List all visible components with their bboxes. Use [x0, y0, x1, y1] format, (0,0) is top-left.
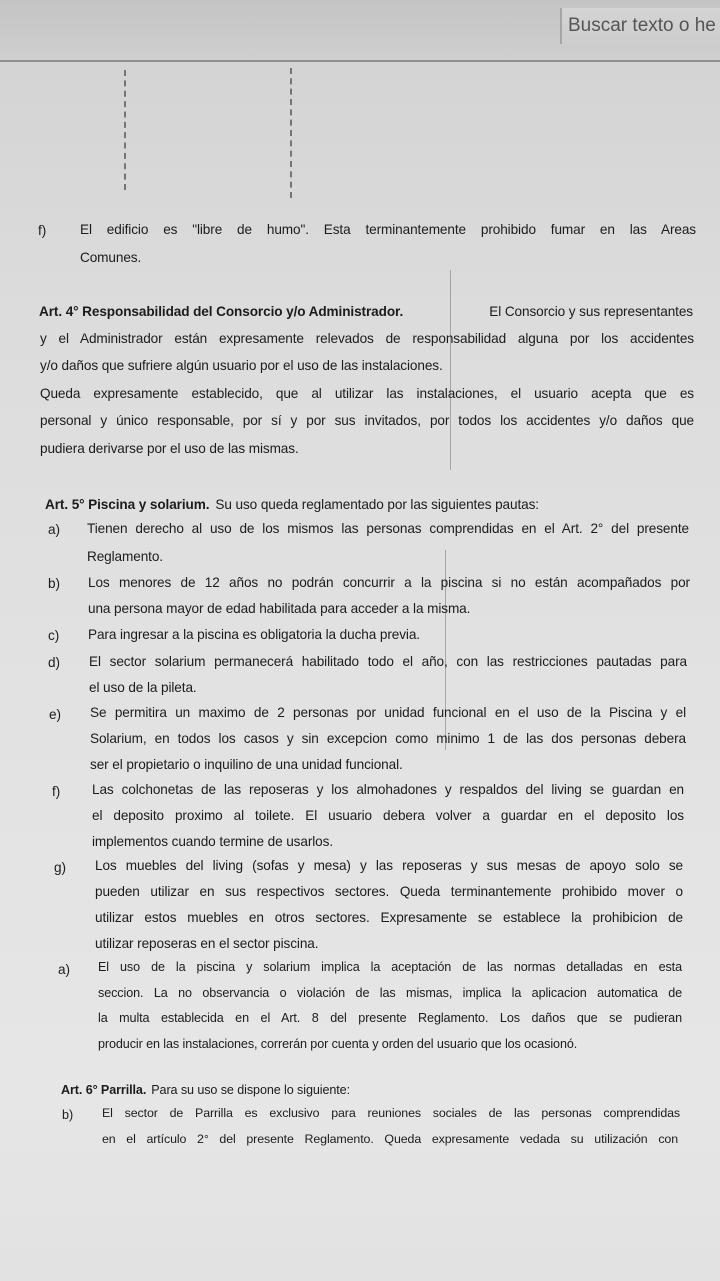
paragraph-line: El sector de Parrilla es exclusivo para reuniones sociales de las personas comprendidas: [102, 1106, 680, 1120]
paragraph-line: en el artículo 2° del presente Reglamento. Queda expresamente vedada su utilización con: [102, 1132, 678, 1146]
paragraph-line: Se permitira un maximo de 2 personas por unidad funcional en el uso de la Piscina y el: [90, 705, 686, 720]
paragraph-line: pudiera derivarse por el uso de las mismas.: [40, 441, 299, 456]
item-label: f): [52, 784, 61, 799]
paragraph-line: Solarium, en todos los casos y sin excepcion como minimo 1 de las dos personas debera: [90, 731, 686, 746]
paragraph-line: Los menores de 12 años no podrán concurrir a la piscina si no están acompañados por: [88, 575, 690, 590]
art6-heading-line: Art. 6° Parrilla. Para su uso se dispone lo siguiente:: [61, 1083, 350, 1097]
art4-heading: Art. 4° Responsabilidad del Consorcio y/o Administrador.: [39, 304, 404, 319]
art4-heading-line: Art. 4° Responsabilidad del Consorcio y/o Administrador. El Consorcio y sus representantes: [39, 304, 693, 319]
item-label: b): [48, 576, 61, 591]
paragraph-line: utilizar reposeras en el sector piscina.: [95, 936, 319, 951]
art5-heading-line: Art. 5° Piscina y solarium. Su uso queda reglamentado por las siguientes pautas:: [45, 497, 539, 512]
paragraph-line: El sector solarium permanecerá habilitado todo el año, con las restricciones pautadas para: [89, 654, 687, 669]
item-label: c): [48, 628, 60, 643]
item-label: a): [48, 522, 61, 537]
paragraph-line: Comunes.: [80, 250, 142, 265]
item-label: b): [62, 1108, 74, 1122]
paragraph-line: y el Administrador están expresamente relevados de responsabilidad alguna por los accidentes: [40, 331, 694, 346]
paragraph-line: El edificio es "libre de humo". Esta terminantemente prohibido fumar en las Areas: [80, 222, 696, 237]
paragraph-line: ser el propietario o inquilino de una unidad funcional.: [90, 757, 403, 772]
paragraph-line: el deposito proximo al toilete. El usuario debera volver a guardar en el deposito los: [92, 808, 684, 823]
item-label: f): [38, 223, 47, 238]
paragraph-line: una persona mayor de edad habilitada para acceder a la misma.: [88, 601, 471, 616]
paragraph-line: pueden utilizar en sus respectivos sectores. Queda terminantemente prohibido mover o: [95, 884, 683, 899]
paragraph-line: utilizar estos muebles en otros sectores. Expresamente se establece la prohibicion de: [95, 910, 683, 925]
item-label: d): [48, 655, 61, 670]
paragraph-line: Para ingresar a la piscina es obligatoria la ducha previa.: [88, 627, 420, 642]
paragraph-line: Reglamento.: [87, 549, 163, 564]
paragraph-line: producir en las instalaciones, correrán por cuenta y orden del usuario que los ocasionó.: [98, 1037, 578, 1051]
paragraph-line: Las colchonetas de las reposeras y los almohadones y respaldos del living se guardan en: [92, 782, 684, 797]
art6-heading: Art. 6° Parrilla.: [61, 1083, 147, 1097]
paragraph-line: personal y único responsable, por sí y por sus invitados, por todos los accidentes y/o daños que: [40, 413, 694, 428]
paragraph-line: y/o daños que sufriere algún usuario por el uso de las instalaciones.: [40, 358, 443, 373]
paragraph-line: la multa establecida en el Art. 8 del presente Reglamento. Los daños que se pudieran: [98, 1011, 682, 1025]
paragraph-line: Queda expresamente establecido, que al utilizar las instalaciones, el usuario acepta que es: [40, 386, 694, 401]
item-label: g): [54, 860, 67, 875]
paragraph-line: El uso de la piscina y solarium implica la aceptación de las normas detalladas en esta: [98, 960, 682, 974]
item-label: e): [49, 707, 62, 722]
paragraph-line: implementos cuando termine de usarlos.: [92, 834, 334, 849]
paragraph-line: seccion. La no observancia o violación de las mismas, implica la aplicacion automatica de: [98, 986, 682, 1000]
paragraph-line: Tienen derecho al uso de los mismos las personas comprendidas en el Art. 2° del presente: [87, 521, 689, 536]
search-input[interactable]: Buscar texto o he: [560, 8, 720, 44]
item-label: a): [58, 962, 71, 977]
paragraph-line: Los muebles del living (sofas y mesa) y las reposeras y sus mesas de apoyo solo se: [95, 858, 683, 873]
art5-heading: Art. 5° Piscina y solarium.: [45, 497, 210, 512]
paragraph-line: el uso de la pileta.: [89, 680, 197, 695]
